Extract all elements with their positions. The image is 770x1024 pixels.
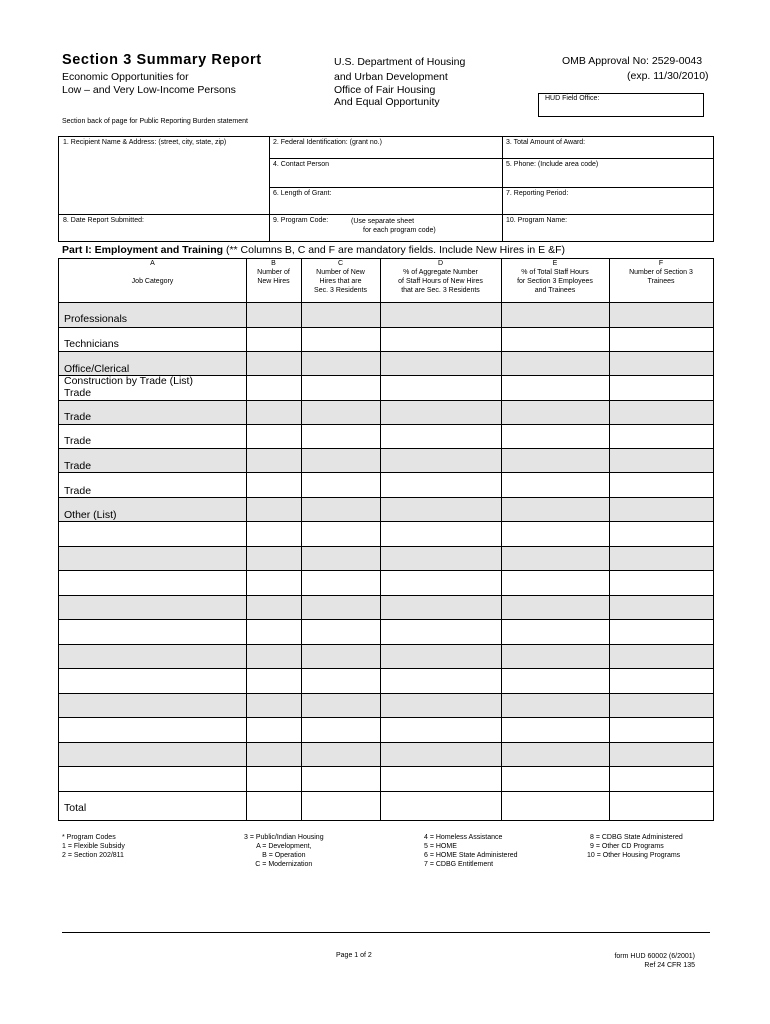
row-label-construction: Construction by Trade (List) — [64, 375, 193, 387]
section-note: Section back of page for Public Reporting Burden statement — [62, 118, 248, 125]
agency-line-1: U.S. Department of Housing — [334, 56, 466, 68]
col-e-header — [501, 259, 609, 295]
row-label-office-clerical: Office/Clerical — [64, 363, 130, 375]
part1-heading: Part I: Employment and Training — [62, 244, 224, 256]
row-label-total: Total — [64, 802, 87, 814]
row-label-trade: Trade — [64, 485, 92, 497]
table-row — [59, 448, 713, 472]
row-label-trade: Trade — [64, 460, 92, 472]
footnote-line: * Program Codes — [62, 834, 116, 841]
col-f-letter: F — [658, 260, 664, 267]
footnote-line: 6 = HOME State Administered — [424, 852, 518, 859]
footnote-line: 8 = CDBG State Administered — [590, 834, 683, 841]
col-f-label-1: Number of Section 3 — [629, 269, 693, 276]
footnote-line: C = Modernization — [255, 861, 313, 868]
col-a-header — [59, 259, 246, 286]
table-row — [59, 595, 713, 619]
col-c-label-1: Number of New — [316, 269, 365, 276]
table-row — [59, 546, 713, 570]
agency-line-3: Office of Fair Housing — [334, 84, 436, 96]
page-number: Page 1 of 2 — [336, 952, 372, 959]
recipient-name-field[interactable]: 1. Recipient Name & Address: (street, city, state, zip) — [63, 139, 227, 146]
footnote-line: A = Development, — [256, 843, 312, 850]
agency-line-2: and Urban Development — [334, 71, 448, 83]
table-row — [59, 644, 713, 668]
footnote-line: 4 = Homeless Assistance — [424, 834, 503, 841]
footnote-line: 5 = HOME — [424, 843, 457, 850]
form-reference — [614, 952, 695, 970]
grant-length-field[interactable]: 6. Length of Grant: — [273, 190, 332, 197]
footnote-line: 10 = Other Housing Programs — [587, 852, 681, 859]
col-d-label-1: % of Aggregate Number — [403, 269, 478, 276]
col-a-letter: A — [150, 260, 155, 267]
col-d-letter: D — [437, 260, 444, 267]
col-f-label-2: Trainees — [647, 278, 675, 285]
footnote-line: 2 = Section 202/811 — [62, 852, 124, 859]
program-name-field[interactable]: 10. Program Name: — [506, 217, 568, 224]
program-codes-col-2 — [244, 833, 324, 869]
col-f-header — [609, 259, 713, 286]
part1-note: (** Columns B, C and F are mandatory fields. Include New Hires in E &F) — [223, 244, 565, 256]
row-label-trade: Trade — [64, 411, 92, 423]
row-label-technicians: Technicians — [64, 338, 119, 350]
col-e-label-1: % of Total Staff Hours — [521, 269, 589, 276]
total-award-field[interactable]: 3. Total Amount of Award: — [506, 139, 586, 146]
part1-title — [62, 244, 565, 256]
row-label-trade: Trade — [64, 387, 92, 399]
col-b-label-2: New Hires — [257, 278, 290, 285]
page-title: Section 3 Summary Report — [62, 52, 262, 68]
col-b-label-1: Number of — [257, 269, 290, 276]
form-number: form HUD 60002 (6/2001) — [614, 953, 695, 960]
col-e-letter: E — [552, 260, 558, 267]
footnote-line: 7 = CDBG Entitlement — [424, 861, 494, 868]
footnote-line: 3 = Public/Indian Housing — [244, 834, 324, 841]
col-a-label: Job Category — [131, 278, 174, 285]
hud-field-office-field[interactable]: HUD Field Office: — [538, 93, 704, 117]
row-label-other: Other (List) — [64, 509, 117, 521]
table-row — [59, 302, 713, 327]
program-code-note-line-1: (Use separate sheet — [351, 218, 415, 225]
footnote-line: 1 = Flexible Subsidy — [62, 843, 125, 850]
footnote-line: 9 = Other CD Programs — [590, 843, 664, 850]
recipient-info-box — [58, 136, 714, 242]
col-c-letter: C — [337, 260, 344, 267]
program-codes-col-1 — [62, 833, 125, 860]
program-code-note-line-2: for each program code) — [363, 227, 436, 234]
col-d-label-2: of Staff Hours of New Hires — [398, 278, 483, 285]
col-d-header — [380, 259, 501, 295]
employment-training-table — [58, 258, 714, 821]
col-b-letter: B — [271, 260, 276, 267]
col-c-label-3: Sec. 3 Residents — [314, 287, 367, 294]
col-b-header — [246, 259, 301, 286]
row-label-trade: Trade — [64, 435, 92, 447]
program-code-note — [347, 215, 497, 235]
col-c-label-2: Hires that are — [319, 278, 362, 285]
col-e-label-2: for Section 3 Employees — [517, 278, 593, 285]
cfr-reference: Ref 24 CFR 135 — [644, 962, 695, 969]
contact-person-field[interactable]: 4. Contact Person — [273, 161, 330, 168]
program-code-field[interactable]: 9. Program Code: — [273, 217, 329, 224]
subtitle-line-2: Low – and Very Low-Income Persons — [62, 84, 236, 96]
col-e-label-3: and Trainees — [534, 287, 576, 294]
omb-approval: OMB Approval No: 2529-0043 — [562, 55, 703, 67]
col-c-header — [301, 259, 380, 295]
table-row — [59, 742, 713, 766]
date-submitted-field[interactable]: 8. Date Report Submitted: — [63, 217, 144, 224]
col-d-label-3: that are Sec. 3 Residents — [401, 287, 480, 294]
agency-line-4: And Equal Opportunity — [334, 96, 440, 108]
footnote-line: B = Operation — [262, 852, 306, 859]
table-row — [59, 400, 713, 424]
subtitle-line-1: Economic Opportunities for — [62, 71, 189, 83]
row-label-professionals: Professionals — [64, 313, 128, 325]
table-row — [59, 497, 713, 521]
table-row — [59, 351, 713, 375]
federal-id-field[interactable]: 2. Federal Identification: (grant no.) — [273, 139, 382, 146]
phone-field[interactable]: 5. Phone: (Include area code) — [506, 161, 599, 168]
program-codes-col-3 — [424, 833, 518, 869]
footer-divider — [62, 932, 710, 933]
program-codes-col-4 — [587, 833, 683, 860]
reporting-period-field[interactable]: 7. Reporting Period: — [506, 190, 569, 197]
omb-expiration: (exp. 11/30/2010) — [627, 70, 709, 82]
table-row — [59, 693, 713, 717]
